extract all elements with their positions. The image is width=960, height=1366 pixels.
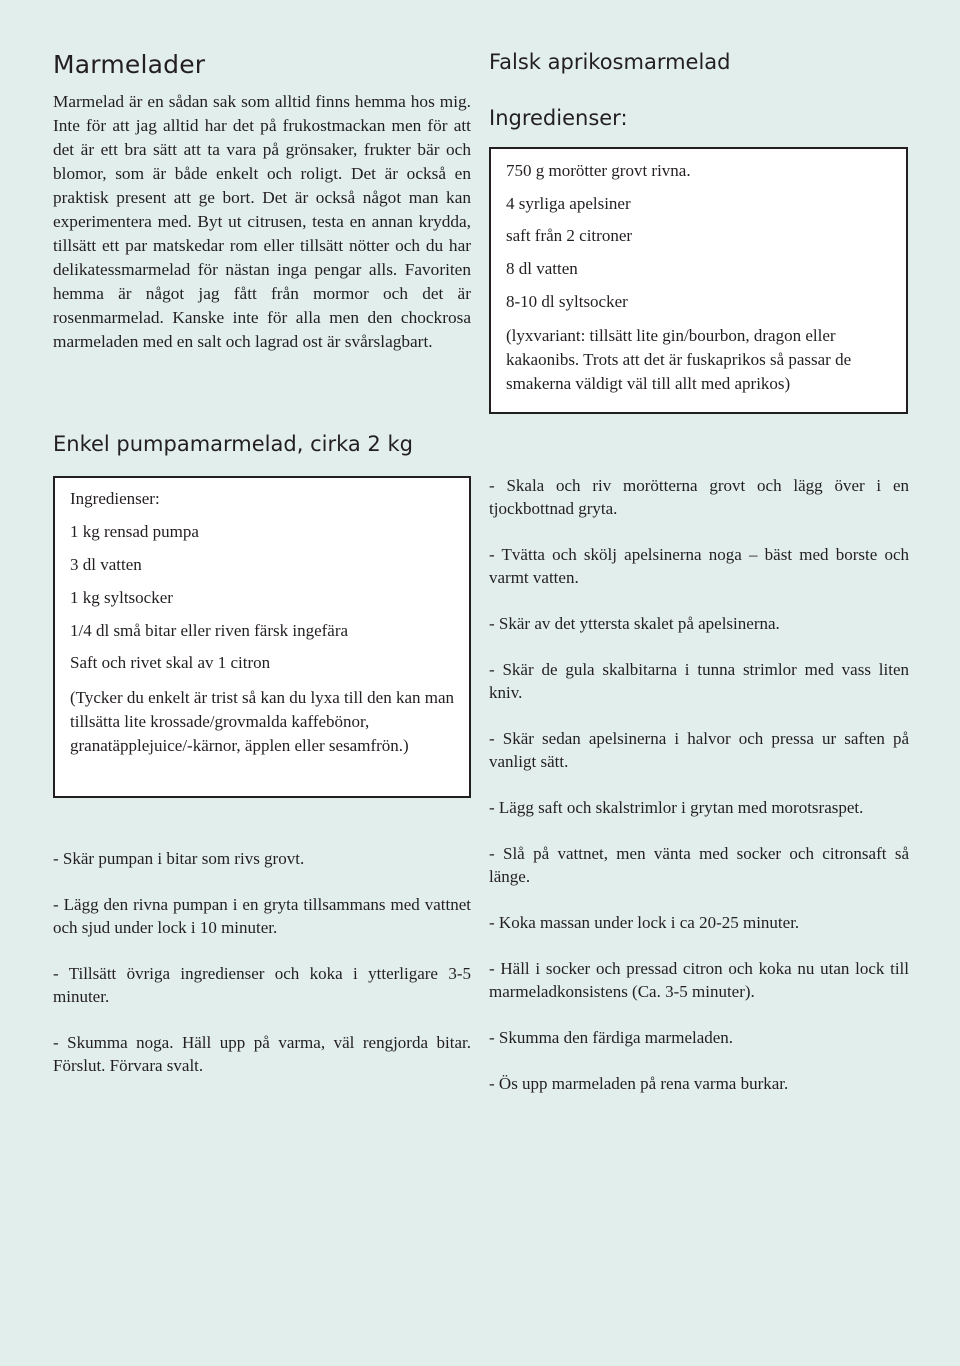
ingredient-item: Saft och rivet skal av 1 citron xyxy=(70,653,271,672)
step-item: - Häll i socker och pressad citron och koka nu utan lock till marmeladkonsistens (Ca. 3-5 minuter). xyxy=(489,959,909,1001)
step-item: - Skär av det yttersta skalet på apelsinerna. xyxy=(489,614,780,633)
pumpkin-steps xyxy=(53,847,471,1077)
pumpkin-ingredients-box xyxy=(53,476,471,798)
step-item: - Skär sedan apelsinerna i halvor och pressa ur saften på vanligt sätt. xyxy=(489,729,909,771)
ingredient-item: 8-10 dl syltsocker xyxy=(506,292,628,311)
ingredient-note: (Tycker du enkelt är trist så kan du lyxa till den kan man tillsätta lite krossade/grovmalda kaffebönor, granatäpplejuice/-kärnor, äpplen eller sesamfrön.) xyxy=(70,688,455,755)
apricot-ingredients-box xyxy=(489,147,908,414)
ingredients-label: Ingredienser: xyxy=(70,489,160,508)
apricot-steps xyxy=(489,474,909,1095)
ingredient-item: 1/4 dl små bitar eller riven färsk ingefära xyxy=(70,621,349,640)
ingredient-item: 4 syrliga apelsiner xyxy=(506,194,631,213)
step-item: - Skär pumpan i bitar som rivs grovt. xyxy=(53,849,305,868)
step-item: - Lägg den rivna pumpan i en gryta tillsammans med vattnet och sjud under lock i 10 minuter. xyxy=(53,895,471,937)
apricot-ingredients-heading: Ingredienser: xyxy=(489,106,628,130)
step-item: - Tillsätt övriga ingredienser och koka i ytterligare 3-5 minuter. xyxy=(53,964,471,1006)
ingredient-item: saft från 2 citroner xyxy=(506,226,633,245)
ingredient-item: 3 dl vatten xyxy=(70,555,142,574)
step-item: - Skala och riv morötterna grovt och lägg över i en tjockbottnad gryta. xyxy=(489,476,909,518)
intro-text: Marmelad är en sådan sak som alltid finns hemma hos mig. Inte för att jag alltid har det på frukostmackan men för att det är ett bra sätt att ta vara på grönsaker, frukter bär och blomor, som är både enkelt och roligt. Det är också en praktisk present att ge bort. Det är också något man kan experimentera med. Byt ut citrusen, testa en annan krydda, tillsätt ett par matskedar rom eller tillsätt nötter och du har delikatessmarmelad för nästan inga pengar alls. Favoriten hemma är något jag fått från mormor och det är rosenmarmelad. Kanske inte för alla men den chockrosa marmeladen med en salt och lagrad ost är svårslagbart. xyxy=(53,92,471,351)
apricot-recipe-title: Falsk aprikosmarmelad xyxy=(489,50,731,74)
step-item: - Lägg saft och skalstrimlor i grytan med morotsraspet. xyxy=(489,798,864,817)
step-item: - Koka massan under lock i ca 20-25 minuter. xyxy=(489,913,800,932)
ingredient-note: (lyxvariant: tillsätt lite gin/bourbon, dragon eller kakaonibs. Trots att det är fuskaprikos så passar de smakerna väldigt väl till allt med aprikos) xyxy=(506,326,852,393)
step-item: - Ös upp marmeladen på rena varma burkar. xyxy=(489,1074,789,1093)
step-item: - Tvätta och skölj apelsinerna noga – bäst med borste och varmt vatten. xyxy=(489,545,909,587)
step-item: - Skumma noga. Häll upp på varma, väl rengjorda bitar. Förslut. Förvara svalt. xyxy=(53,1033,471,1075)
step-item: - Skumma den färdiga marmeladen. xyxy=(489,1028,734,1047)
step-item: - Slå på vattnet, men vänta med socker och citronsaft så länge. xyxy=(489,844,909,886)
ingredient-item: 1 kg syltsocker xyxy=(70,588,173,607)
ingredient-item: 1 kg rensad pumpa xyxy=(70,522,199,541)
pumpkin-recipe-title: Enkel pumpamarmelad, cirka 2 kg xyxy=(53,432,413,456)
ingredient-item: 750 g morötter grovt rivna. xyxy=(506,161,691,180)
ingredient-item: 8 dl vatten xyxy=(506,259,578,278)
page-title: Marmelader xyxy=(53,50,206,79)
step-item: - Skär de gula skalbitarna i tunna strimlor med vass liten kniv. xyxy=(489,660,909,702)
